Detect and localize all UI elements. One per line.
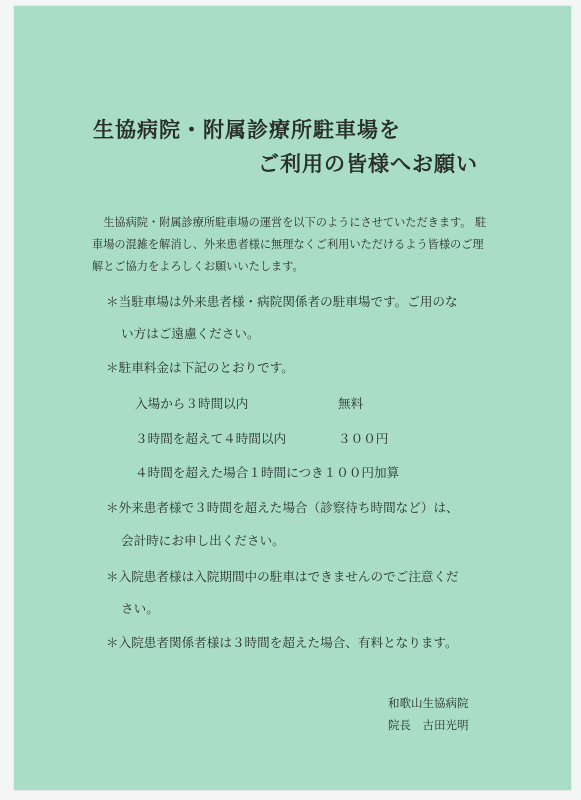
signature-organization: 和歌山生協病院 <box>388 696 469 710</box>
note-inpatient-parking-cont: さい。 <box>121 601 159 616</box>
note-inpatient-parking: ＊入院患者様は入院期間中の駐車はできませんのでご注意くだ <box>106 569 459 584</box>
note-inpatient-visitors: ＊入院患者関係者様は３時間を超えた場合、有料となります。 <box>106 635 458 650</box>
note-outpatient-parking: ＊当駐車場は外来患者様・病院関係者の駐車場です。ご用のな <box>106 294 458 309</box>
note-parking-fees: ＊駐車料金は下記のとおりです。 <box>106 360 294 375</box>
fee-row-3: ４時間を超えた場合１時間につき１００円加算 <box>135 465 400 480</box>
fee-row-1-value: 無料 <box>338 396 364 411</box>
note-outpatient-over-3h: ＊外来患者様で３時間を超えた場合（診察待ち時間など）は、 <box>106 500 459 515</box>
intro-line: 車場の混雑を解消し、外来患者様に無理なくご利用いただけるよう皆様のご理 <box>92 238 484 251</box>
intro-paragraph <box>92 212 512 278</box>
intro-line: 解とご協力をよろしくお願いいたします。 <box>92 260 304 273</box>
notice-title-line2: ご利用の皆様へお願い <box>258 152 478 176</box>
note-outpatient-over-3h-cont: 会計時にお申し出ください。 <box>121 533 285 548</box>
fee-row-2-label: ３時間を超えて４時間以内 <box>135 431 287 446</box>
note-outpatient-parking-cont: い方はご遠慮ください。 <box>121 326 260 341</box>
intro-line: 生協病院・附属診療所駐車場の運営を以下のようにさせていただきます。 駐 <box>103 216 487 229</box>
notice-title-line1: 生協病院・附属診療所駐車場を <box>93 118 401 142</box>
fee-row-1-label: 入場から３時間以内 <box>135 396 249 411</box>
signature-director: 院長 古田光明 <box>388 718 469 732</box>
fee-row-2-value: ３００円 <box>338 431 389 446</box>
